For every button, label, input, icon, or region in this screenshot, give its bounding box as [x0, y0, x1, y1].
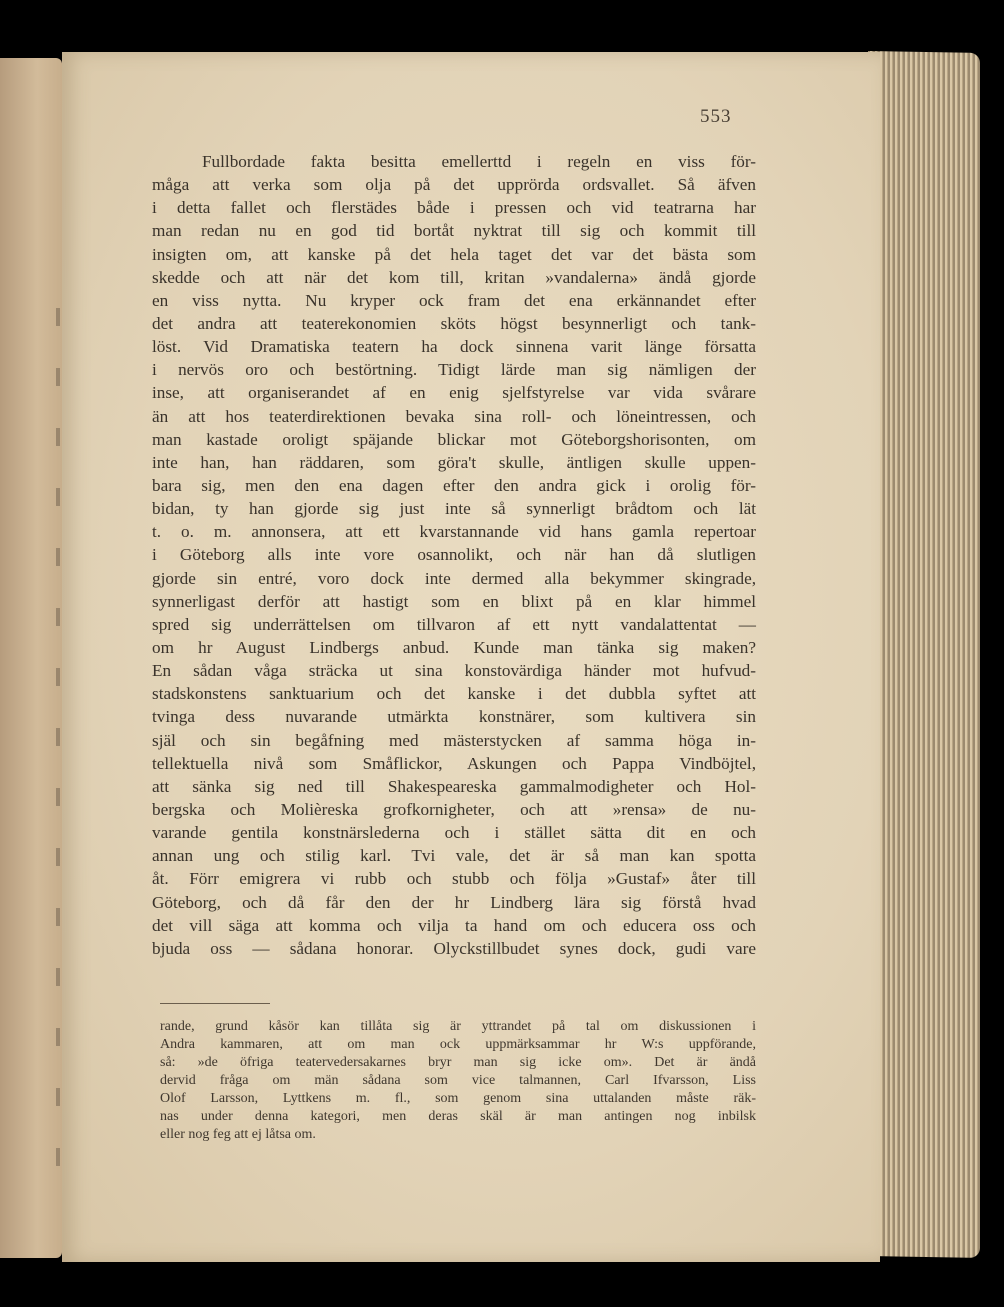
- body-line: inte han, han räddaren, som göra't skulle, äntligen skulle uppen-: [152, 452, 756, 472]
- body-line: man kastade oroligt späjande blickar mot Göteborgshorisonten, om: [152, 429, 756, 449]
- body-line: Fullbordade fakta besitta emellerttd i regeln en viss för-: [202, 152, 756, 171]
- body-line: tvinga dess nuvarande utmärkta konstnärer, som kultivera sin: [152, 707, 756, 727]
- body-line: än att hos teaterdirektionen bevaka sina roll- och löneintressen, och: [152, 406, 756, 426]
- footnote-line: Andra kammaren, att om man ock uppmärksammar hr W:s uppförande,: [160, 1037, 756, 1052]
- page-number: 553: [700, 106, 732, 127]
- body-line: En sådan våga sträcka ut sina konstovärdiga händer mot hufvud-: [152, 661, 756, 681]
- footnote-line: så: »de öfriga teatervedersakarnes bryr man sig icke om». Det är ändå: [160, 1055, 756, 1070]
- body-line: inse, att organiserandet af en enig sjelfstyrelse var vida svårare: [152, 383, 756, 403]
- body-line: insigten om, att kanske på det hela taget det var det bästa som: [152, 244, 756, 264]
- body-line: löst. Vid Dramatiska teatern ha dock sinnena varit länge försatta: [152, 337, 756, 357]
- body-line: i detta fallet och flerstädes både i pressen och vid teatrarna har: [152, 198, 756, 218]
- body-line: stadskonstens sanktuarium och det kanske i det dubbla syftet att: [152, 684, 756, 704]
- body-line: bara sig, men den ena dagen efter den andra gick i orolig för-: [152, 475, 756, 495]
- facing-page-text-edge: [56, 308, 60, 1208]
- body-line: själ och sin begåfning med mästerstycken af samma höga in-: [152, 730, 756, 750]
- body-line: det andra att teaterekonomien sköts högst besynnerligt och tank-: [152, 313, 756, 333]
- body-line: tellektuella nivå som Småflickor, Askungen och Pappa Vindböjtel,: [152, 753, 756, 773]
- body-line: åt. Förr emigrera vi rubb och stubb och följa »Gustaf» åter till: [152, 869, 756, 889]
- body-line: bidan, ty han gjorde sig just inte så synnerligt brådtom och lät: [152, 499, 756, 519]
- footnote-line: eller nog feg att ej låtsa om.: [160, 1127, 316, 1142]
- footnote-line: Olof Larsson, Lyttkens m. fl., som genom sina uttalanden måste räk-: [160, 1091, 756, 1106]
- body-line: i Göteborg alls inte vore osannolikt, och när han då slutligen: [152, 545, 756, 565]
- body-line: gjorde sin entré, voro dock inte dermed alla bekymmer skingrade,: [152, 568, 756, 588]
- footnote: [160, 1018, 756, 1144]
- body-line: skedde och att när det kom till, kritan »vandalerna» ändå gjorde: [152, 267, 756, 287]
- body-line: spred sig underrättelsen om tillvaron af ett nytt vandalattentat —: [152, 614, 756, 634]
- body-line: i nervös oro och bestörtning. Tidigt lärde man sig nämligen der: [152, 360, 756, 380]
- body-line: att sänka sig ned till Shakespeareska gammalmodigheter och Hol-: [152, 776, 756, 796]
- body-text: [152, 150, 756, 960]
- body-line: Göteborg, och då får den der hr Lindberg lära sig förstå hvad: [152, 892, 756, 912]
- body-line: en viss nytta. Nu kryper ock fram det ena erkännandet efter: [152, 290, 756, 310]
- footnote-line: rande, grund kåsör kan tillåta sig är yttrandet på tal om diskussionen i: [160, 1019, 756, 1034]
- facing-page-edge: [0, 58, 62, 1258]
- footnote-divider: [160, 1003, 270, 1004]
- book-page-edges: [868, 51, 980, 1258]
- body-line: om hr August Lindbergs anbud. Kunde man tänka sig maken?: [152, 637, 756, 657]
- body-line: det vill säga att komma och vilja ta hand om och educera oss och: [152, 915, 756, 935]
- body-line: bjuda oss — sådana honorar. Olyckstillbudet synes dock, gudi vare: [152, 938, 756, 958]
- body-line: annan ung och stilig karl. Tvi vale, det är så man kan spotta: [152, 846, 756, 866]
- body-line: man redan nu en god tid bortåt nyktrat till sig och kommit till: [152, 221, 756, 241]
- body-line: varande gentila konstnärslederna och i stället sätta dit en och: [152, 823, 756, 843]
- body-line: t. o. m. annonsera, att ett kvarstannande vid hans gamla repertoar: [152, 522, 756, 542]
- footnote-line: dervid fråga om män sådana som vice talmannen, Carl Ifvarsson, Liss: [160, 1073, 756, 1088]
- body-line: bergska och Molièreska grofkornigheter, och att »rensa» de nu-: [152, 799, 756, 819]
- footnote-line: nas under denna kategori, men deras skäl är man antingen nog inbilsk: [160, 1109, 756, 1124]
- body-line: måga att verka som olja på det upprörda ordsvallet. Så äfven: [152, 175, 756, 195]
- body-line: synnerligast derför att hastigt som en blixt på en klar himmel: [152, 591, 756, 611]
